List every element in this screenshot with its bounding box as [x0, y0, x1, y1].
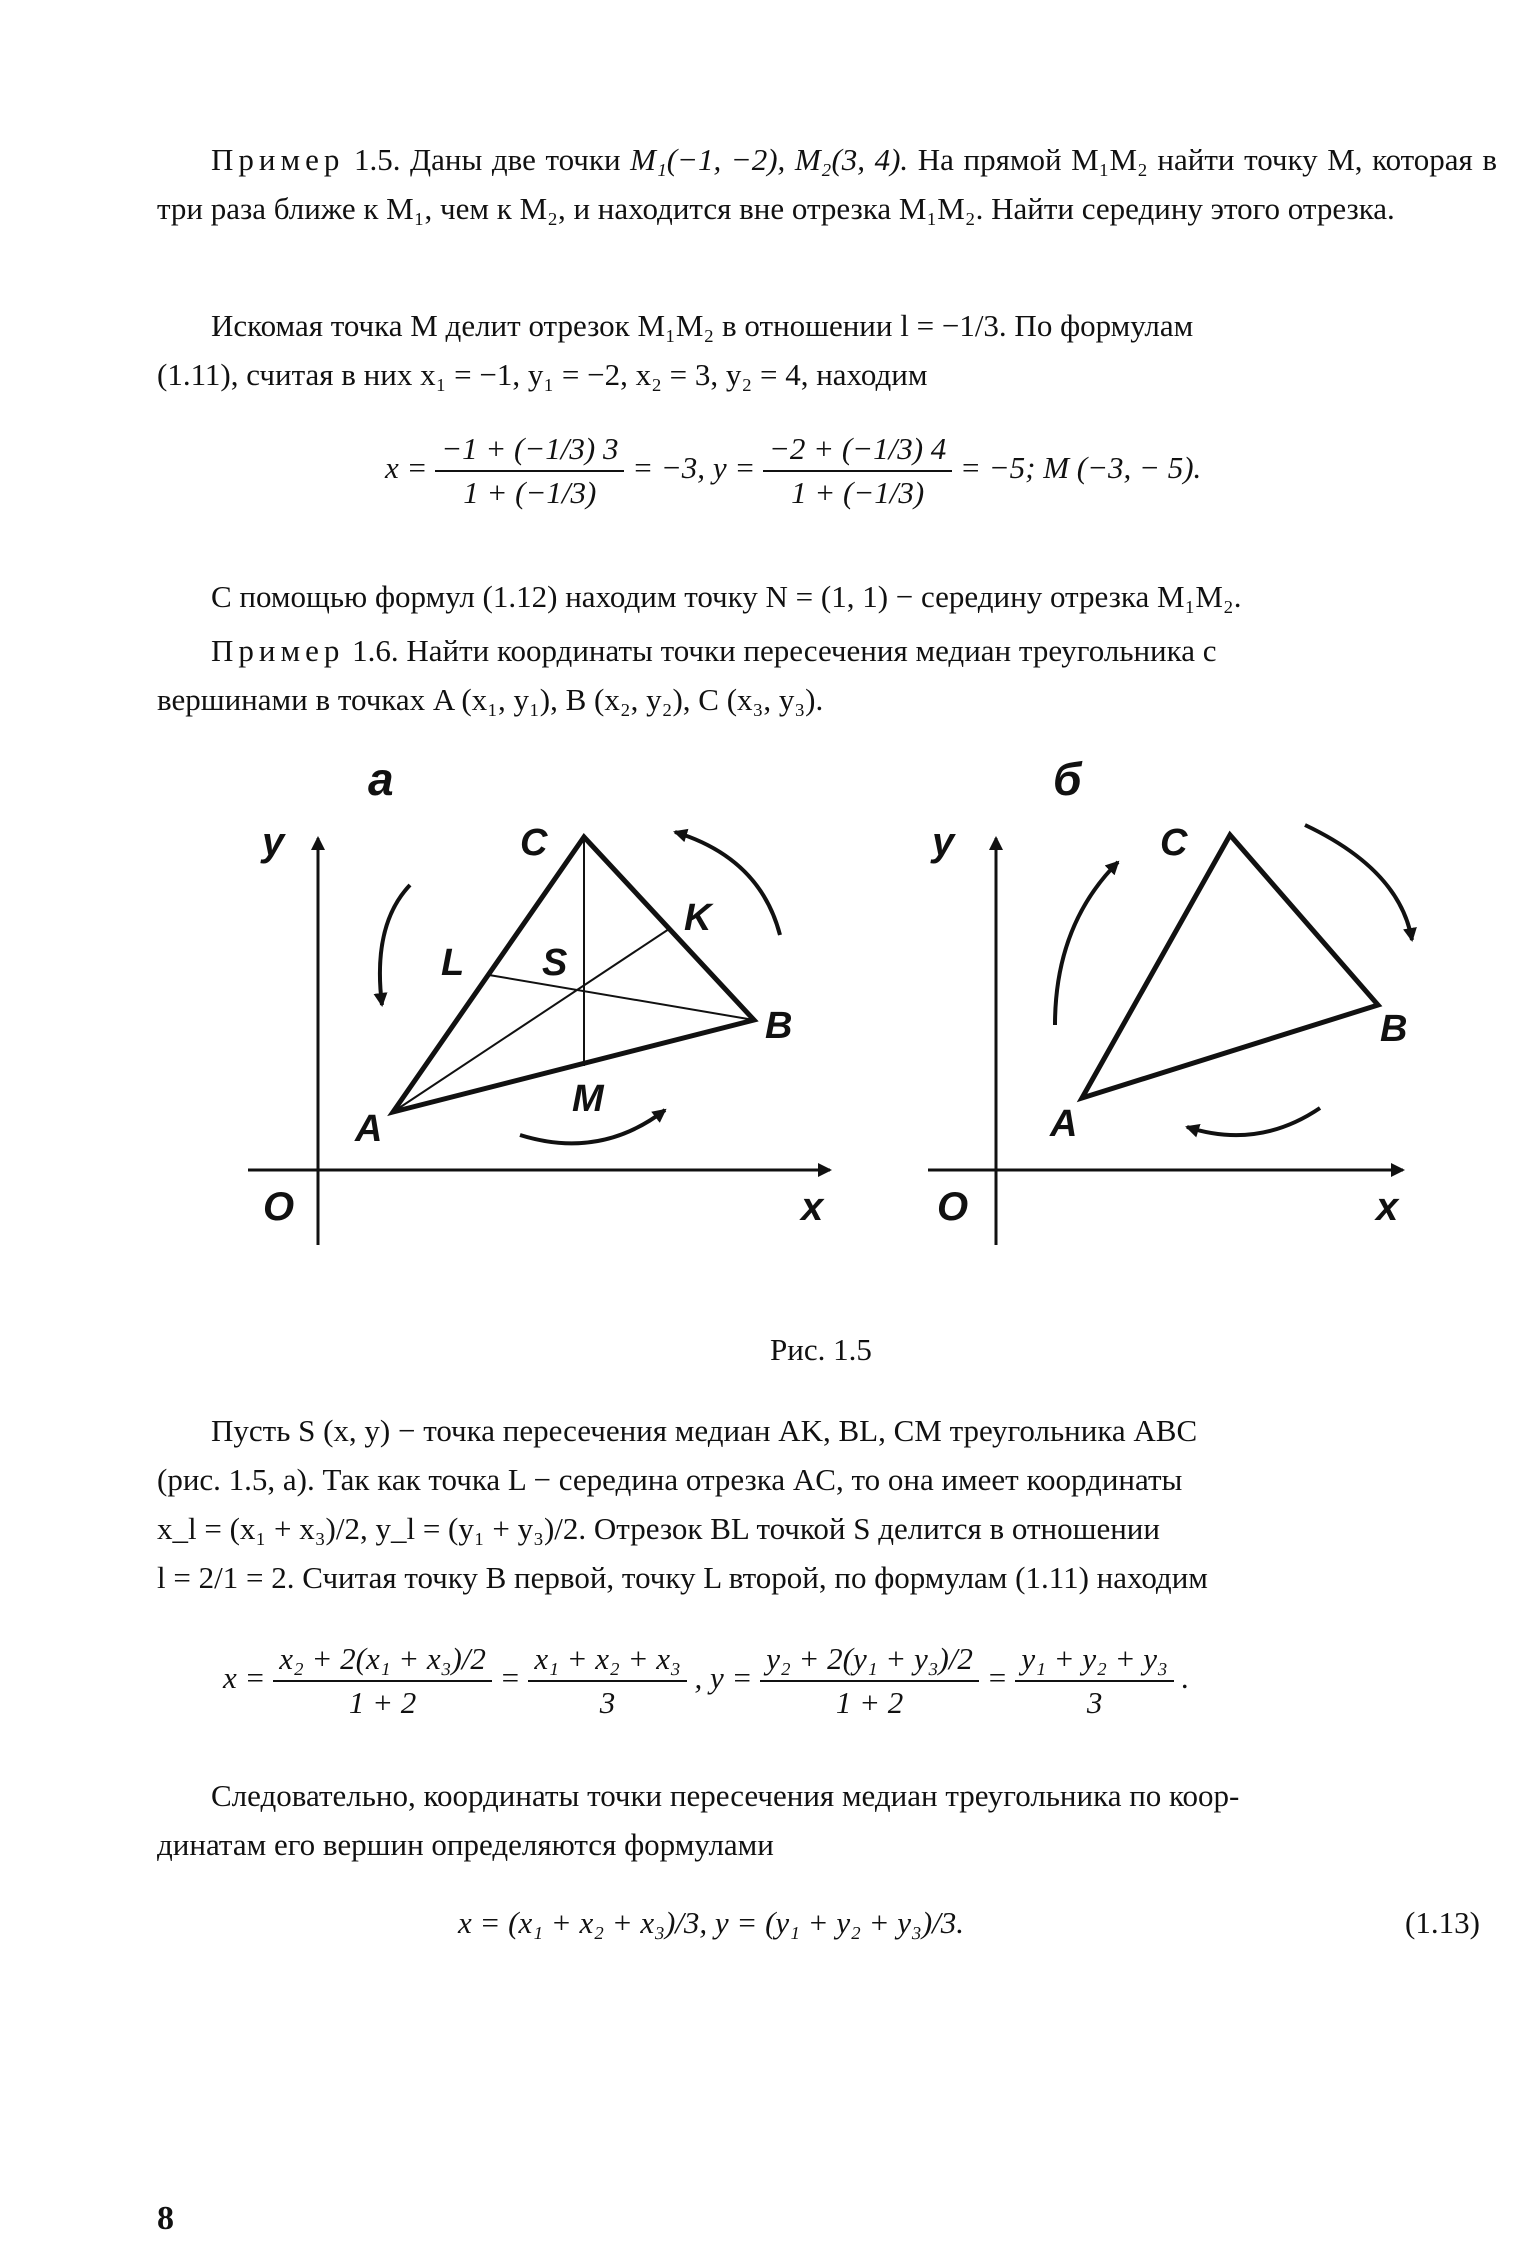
arrow-rotation-a1 [380, 885, 410, 1005]
fraction-x: $\frac{-1 + (-1/3) 3}{1 + (-1/3)}$ [435, 430, 624, 512]
paragraph-conclusion-1: Следовательно, координаты точки пересечения медиан треугольника по коор- [211, 1778, 1240, 1813]
triangle-b [1082, 835, 1378, 1098]
paragraph-medians-2: (рис. 1.5, а). Так как точка L − середина отрезка AC, то она имеет координаты [157, 1462, 1183, 1497]
panel-label-b: б [1053, 753, 1082, 805]
median-bl [489, 975, 754, 1020]
fraction-x-1: $\frac{\text{x₂ + 2(x₁ + x₃)/2}}{1 + 2}$ [273, 1640, 492, 1722]
vertex-label-a-b: A [1050, 1103, 1078, 1145]
example-heading: Пример 1.5. [211, 142, 401, 177]
fraction-y-1: $\frac{\text{y₂ + 2(y₁ + y₃)/2}}{1 + 2}$ [760, 1640, 979, 1722]
point-m2: M₂(3, 4). [794, 142, 909, 177]
fraction-y-2: $\frac{\text{y₁ + y₂ + y₃}}{3}$ [1015, 1640, 1173, 1722]
point-label-m: M [572, 1078, 604, 1120]
paragraph-medians-3: x_l = (x₁ + x₃)/2, y_l = (y₁ + y₃)/2. Отрезок BL точкой S делится в отношении [157, 1511, 1160, 1546]
fraction-y: $\frac{-2 + (-1/3) 4}{1 + (-1/3)}$ [763, 430, 952, 512]
eq-y-lhs: y = [712, 450, 756, 486]
fraction-x-2: $\frac{\text{x₁ + x₂ + x₃}}{3}$ [528, 1640, 686, 1722]
example-heading: Пример 1.6. [211, 633, 399, 668]
point-label-k: K [684, 897, 712, 939]
page-number: 8 [157, 2200, 174, 2237]
vertex-label-b-a: B [765, 1005, 793, 1047]
equation-centroid-derivation [223, 1640, 1189, 1722]
equation-number: (1.13) [1405, 1905, 1480, 1940]
example-text-cont: вершинами в точках A (x₁, y₁), B (x₂, y₂), C (x₃, y₃). [157, 682, 824, 717]
eq2-x-lhs: x = [223, 1660, 266, 1696]
example-text: На прямой M₁M₂ найти точку M, которая в три раза ближе к M₁, чем к M₂, и находится вне отрезка M₁M₂. Найти середину этого отрезка. [157, 142, 1498, 226]
origin-label-b: O [937, 1185, 969, 1229]
paragraph-medians-1: Пусть S (x, y) − точка пересечения медиан AK, BL, CM треугольника ABC [211, 1413, 1198, 1448]
axis-label-x-a: x [801, 1185, 824, 1229]
eq2-equals: = [986, 1660, 1008, 1696]
point-m1: M₁(−1, −2), [630, 142, 786, 177]
eq2-end: . [1181, 1660, 1190, 1696]
point-label-s: S [542, 942, 568, 984]
example-text: Найти координаты точки пересечения медиан треугольника с [406, 633, 1217, 668]
paragraph-medians-4: l = 2/1 = 2. Считая точку B первой, точку L второй, по формулам (1.11) находим [157, 1560, 1208, 1595]
arrow-rotation-b2 [1305, 825, 1412, 940]
point-label-l: L [441, 942, 465, 984]
example-lead: Даны две точки [410, 142, 621, 177]
median-ak [393, 929, 669, 1112]
eq-x-lhs: x = [385, 450, 428, 486]
eq-x-result: = −3, [632, 450, 706, 486]
vertex-label-a-a: A [355, 1108, 383, 1150]
arrow-rotation-b3 [1187, 1108, 1320, 1135]
figure-caption: Рис. 1.5 [770, 1332, 872, 1367]
equation-centroid: x = (x₁ + x₂ + x₃)/3, y = (y₁ + y₂ + y₃)/3. [458, 1905, 965, 1940]
paragraph-conclusion-2: динатам его вершин определяются формулами [157, 1827, 774, 1862]
vertex-label-c-b: C [1160, 822, 1188, 864]
vertex-label-b-b: B [1380, 1008, 1408, 1050]
eq-y-result: = −5; [960, 450, 1036, 486]
panel-label-a: а [368, 753, 394, 805]
origin-label-a: O [263, 1185, 295, 1229]
axis-label-x-b: x [1376, 1185, 1399, 1229]
axis-label-y-b: y [932, 820, 955, 864]
eq2-y-lhs: , y = [694, 1660, 753, 1696]
arrow-rotation-b1 [1055, 862, 1118, 1025]
paragraph-ratio: Искомая точка M делит отрезок M₁M₂ в отношении l = −1/3. По формулам [211, 308, 1194, 343]
axis-label-y-a: y [262, 820, 285, 864]
eq2-equals: = [499, 1660, 521, 1696]
paragraph-midpoint: С помощью формул (1.12) находим точку N = (1, 1) − середину отрезка M₁M₂. [211, 579, 1242, 614]
vertex-label-c-a: C [520, 822, 548, 864]
paragraph-ratio-cont: (1.11), считая в них x₁ = −1, y₁ = −2, x₂ = 3, y₂ = 4, находим [157, 357, 928, 392]
eq-point-m: M (−3, − 5). [1043, 450, 1202, 486]
